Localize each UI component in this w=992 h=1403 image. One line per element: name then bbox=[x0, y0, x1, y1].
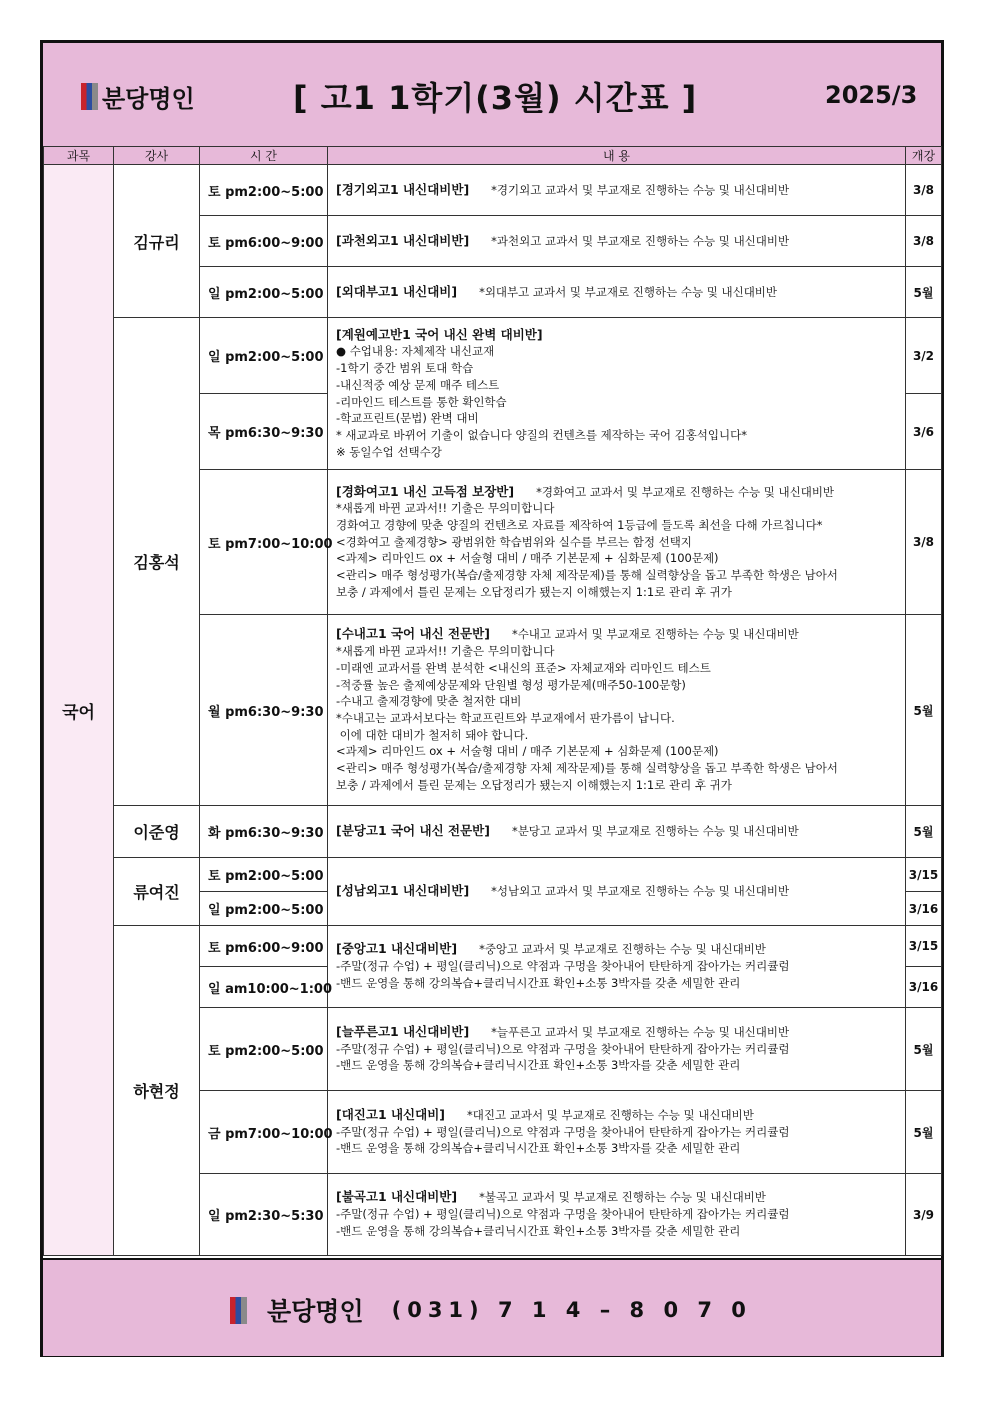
class-title: [계원예고반1 국어 내신 완벽 대비반] bbox=[336, 326, 543, 342]
col-header-count: 개강 bbox=[906, 147, 942, 165]
content-line: -주말(정규 수업) + 평일(클리닉)으로 약점과 구멍을 찾아내어 탄탄하게 잡아가는 커리큘럼 bbox=[336, 1041, 790, 1056]
count-cell: 3/15 bbox=[906, 858, 942, 892]
class-desc: *경화여고 교과서 및 부교재로 진행하는 수능 및 내신대비반 bbox=[536, 484, 835, 499]
class-desc: *경기외고 교과서 및 부교재로 진행하는 수능 및 내신대비반 bbox=[491, 182, 790, 197]
class-title: [경기외고1 내신대비반] bbox=[336, 181, 470, 197]
class-desc: *중앙고 교과서 및 부교재로 진행하는 수능 및 내신대비반 bbox=[479, 942, 766, 957]
count-cell: 3/8 bbox=[906, 470, 942, 615]
class-desc: *불곡고 교과서 및 부교재로 진행하는 수능 및 내신대비반 bbox=[479, 1190, 766, 1205]
content-line: *새롭게 바뀐 교과서!! 기출은 무의미합니다 bbox=[336, 644, 555, 659]
table-header-row bbox=[44, 147, 942, 165]
header-brand bbox=[81, 79, 195, 114]
class-desc: *과천외고 교과서 및 부교재로 진행하는 수능 및 내신대비반 bbox=[491, 233, 790, 248]
content-line: * 새교과로 바뀌어 기출이 없습니다 양질의 컨텐츠를 제작하는 국어 김홍석입니다* bbox=[336, 427, 747, 442]
content-line: *수내고는 교과서보다는 학교프린트와 부교재에서 판가름이 납니다. bbox=[336, 711, 675, 725]
count-cell: 3/8 bbox=[906, 165, 942, 216]
count-cell: 5월 bbox=[906, 1008, 942, 1091]
table-row bbox=[44, 165, 942, 216]
timetable-frame bbox=[40, 40, 944, 1357]
time-cell: 일 am10:00~1:00 bbox=[200, 967, 328, 1008]
timetable bbox=[43, 146, 942, 1256]
col-header-time: 시 간 bbox=[200, 147, 328, 165]
time-cell: 토 pm6:00~9:00 bbox=[200, 926, 328, 967]
time-cell: 토 pm2:00~5:00 bbox=[200, 858, 328, 892]
time-cell: 토 pm6:00~9:00 bbox=[200, 216, 328, 267]
content-line: 보충 / 과제에서 틀린 문제는 오답정리가 됐는지 이해했는지 1:1로 관리 후 귀가 bbox=[336, 584, 732, 599]
col-header-content: 내 용 bbox=[328, 147, 906, 165]
time-cell: 일 pm2:00~5:00 bbox=[200, 267, 328, 318]
footer-brand bbox=[230, 1292, 752, 1328]
content-line: <경화여고 출제경향> 광범위한 학습범위와 실수를 부르는 함정 선택지 bbox=[336, 534, 692, 549]
count-cell: 3/2 bbox=[906, 318, 942, 394]
col-header-subject: 과목 bbox=[44, 147, 114, 165]
content-cell bbox=[328, 926, 906, 1008]
table-row bbox=[44, 806, 942, 858]
class-desc: *분당고 교과서 및 부교재로 진행하는 수능 및 내신대비반 bbox=[511, 824, 799, 839]
table-row bbox=[44, 858, 942, 892]
content-cell bbox=[328, 858, 906, 926]
class-title: [대진고1 내신대비] bbox=[336, 1106, 446, 1122]
content-line: -주말(정규 수업) + 평일(클리닉)으로 약점과 구멍을 찾아내어 탄탄하게 잡아가는 커리큘럼 bbox=[336, 1124, 790, 1139]
brand-logo-icon bbox=[81, 83, 98, 110]
content-line: -주말(정규 수업) + 평일(클리닉)으로 약점과 구멍을 찾아내어 탄탄하게 잡아가는 커리큘럼 bbox=[336, 1207, 790, 1222]
class-title: [경화여고1 내신 고득점 보장반] bbox=[336, 483, 515, 499]
content-line: ● 수업내용: 자체제작 내신교재 bbox=[336, 344, 495, 359]
content-cell bbox=[328, 470, 906, 615]
time-cell: 일 pm2:30~5:30 bbox=[200, 1174, 328, 1256]
content-line: -적중률 높은 출제예상문제와 단원별 형성 평가문제(매주50-100문항) bbox=[336, 677, 686, 692]
content-cell bbox=[328, 216, 906, 267]
class-desc: *외대부고 교과서 및 부교재로 진행하는 수능 및 내신대비반 bbox=[479, 284, 778, 299]
content-cell bbox=[328, 318, 906, 470]
time-cell: 토 pm2:00~5:00 bbox=[200, 1008, 328, 1091]
content-line: <관리> 매주 형성평가(복습/출제경향 자체 제작문제)를 통해 실력향상을 돕고 부족한 학생은 남아서 bbox=[336, 761, 838, 776]
time-cell: 일 pm2:00~5:00 bbox=[200, 892, 328, 926]
content-line: -밴드 운영을 통해 강의복습+클리닉시간표 확인+소통 3박자를 갖춘 세밀한 관리 bbox=[336, 1223, 741, 1238]
count-cell: 5월 bbox=[906, 806, 942, 858]
content-cell bbox=[328, 1008, 906, 1091]
content-line: -밴드 운영을 통해 강의복습+클리닉시간표 확인+소통 3박자를 갖춘 세밀한 관리 bbox=[336, 1141, 741, 1156]
instructor-cell: 류여진 bbox=[114, 858, 200, 926]
class-title: [수내고1 국어 내신 전문반] bbox=[336, 626, 490, 642]
count-cell: 3/6 bbox=[906, 394, 942, 470]
content-cell bbox=[328, 165, 906, 216]
content-line: <과제> 리마인드 ox + 서술형 대비 / 매주 기본문제 + 심화문제 (100문제) bbox=[336, 744, 719, 759]
content-line: -밴드 운영을 통해 강의복습+클리닉시간표 확인+소통 3박자를 갖춘 세밀한 관리 bbox=[336, 1058, 741, 1073]
instructor-cell: 김홍석 bbox=[114, 318, 200, 806]
table-row bbox=[44, 926, 942, 967]
content-line: 경화여고 경향에 맞춘 양질의 컨텐츠로 자료를 제작하여 1등급에 들도록 최선을 다해 가르칩니다* bbox=[336, 517, 823, 532]
content-line: <과제> 리마인드 ox + 서술형 대비 / 매주 기본문제 + 심화문제 (100문제) bbox=[336, 551, 719, 566]
content-cell bbox=[328, 615, 906, 806]
time-cell: 토 pm2:00~5:00 bbox=[200, 165, 328, 216]
time-cell: 월 pm6:30~9:30 bbox=[200, 615, 328, 806]
count-cell: 5월 bbox=[906, 615, 942, 806]
table-row bbox=[44, 318, 942, 394]
class-title: [외대부고1 내신대비] bbox=[336, 283, 458, 299]
content-line: ※ 동일수업 선택수강 bbox=[336, 444, 442, 459]
instructor-cell: 김규리 bbox=[114, 165, 200, 318]
footer-logo-icon bbox=[230, 1297, 247, 1324]
content-line: -미래엔 교과서를 완벽 분석한 <내신의 표준> 자체교재와 리마인드 테스트 bbox=[336, 660, 711, 675]
count-cell: 3/15 bbox=[906, 926, 942, 967]
time-cell: 화 pm6:30~9:30 bbox=[200, 806, 328, 858]
time-cell: 일 pm2:00~5:00 bbox=[200, 318, 328, 394]
col-header-instructor: 강사 bbox=[114, 147, 200, 165]
time-cell: 토 pm7:00~10:00 bbox=[200, 470, 328, 615]
footer-bar bbox=[43, 1258, 941, 1356]
class-title: [과천외고1 내신대비반] bbox=[336, 232, 470, 248]
instructor-cell: 이준영 bbox=[114, 806, 200, 858]
class-desc: *대진고 교과서 및 부교재로 진행하는 수능 및 내신대비반 bbox=[467, 1107, 754, 1122]
class-title: [성남외고1 내신대비반] bbox=[336, 883, 470, 899]
class-title: [분당고1 국어 내신 전문반] bbox=[336, 823, 490, 839]
brand-name: 분당명인 bbox=[102, 85, 195, 113]
time-cell: 금 pm7:00~10:00 bbox=[200, 1091, 328, 1174]
header-bar bbox=[43, 43, 941, 148]
class-title: [불곡고1 내신대비반] bbox=[336, 1189, 458, 1205]
footer-phone: (031) 7 1 4 – 8 0 7 0 bbox=[391, 1298, 752, 1322]
class-desc: *수내고 교과서 및 부교재로 진행하는 수능 및 내신대비반 bbox=[511, 627, 799, 642]
count-cell: 3/16 bbox=[906, 892, 942, 926]
content-line: 이에 대한 대비가 철저히 돼야 합니다. bbox=[336, 727, 529, 742]
class-title: [중앙고1 내신대비반] bbox=[336, 941, 458, 957]
instructor-cell: 하현정 bbox=[114, 926, 200, 1256]
subject-cell: 국어 bbox=[44, 165, 114, 1256]
footer-brand-name: 분당명인 bbox=[267, 1297, 364, 1326]
content-line: *새롭게 바뀐 교과서!! 기출은 무의미합니다 bbox=[336, 501, 555, 516]
content-line: -1학기 중간 범위 토대 학습 bbox=[336, 361, 474, 376]
content-cell bbox=[328, 1174, 906, 1256]
content-line: <관리> 매주 형성평가(복습/출제경향 자체 제작문제)를 통해 실력향상을 돕고 부족한 학생은 남아서 bbox=[336, 568, 838, 583]
count-cell: 3/16 bbox=[906, 967, 942, 1008]
class-title: [늘푸른고1 내신대비반] bbox=[336, 1023, 470, 1039]
class-desc: *늘푸른고 교과서 및 부교재로 진행하는 수능 및 내신대비반 bbox=[491, 1024, 790, 1039]
content-cell bbox=[328, 806, 906, 858]
page-date: 2025/3 bbox=[825, 81, 918, 109]
content-cell bbox=[328, 1091, 906, 1174]
content-line: -리마인드 테스트를 통한 확인학습 bbox=[336, 394, 507, 409]
time-cell: 목 pm6:30~9:30 bbox=[200, 394, 328, 470]
count-cell: 3/8 bbox=[906, 216, 942, 267]
content-line: 보충 / 과제에서 틀린 문제는 오답정리가 됐는지 이해했는지 1:1로 관리 후 귀가 bbox=[336, 777, 732, 792]
count-cell: 3/9 bbox=[906, 1174, 942, 1256]
page-title: [ 고1 1학기(3월) 시간표 ] bbox=[293, 79, 698, 117]
content-line: -내신적중 예상 문제 매주 테스트 bbox=[336, 377, 500, 392]
content-line: -밴드 운영을 통해 강의복습+클리닉시간표 확인+소통 3박자를 갖춘 세밀한 관리 bbox=[336, 975, 741, 990]
class-desc: *성남외고 교과서 및 부교재로 진행하는 수능 및 내신대비반 bbox=[491, 884, 790, 899]
content-line: -주말(정규 수업) + 평일(클리닉)으로 약점과 구멍을 찾아내어 탄탄하게 잡아가는 커리큘럼 bbox=[336, 959, 790, 974]
content-line: -수내고 출제경향에 맞춘 철저한 대비 bbox=[336, 694, 522, 709]
content-cell bbox=[328, 267, 906, 318]
content-line: -학교프린트(문법) 완벽 대비 bbox=[336, 411, 479, 426]
count-cell: 5월 bbox=[906, 267, 942, 318]
count-cell: 5월 bbox=[906, 1091, 942, 1174]
